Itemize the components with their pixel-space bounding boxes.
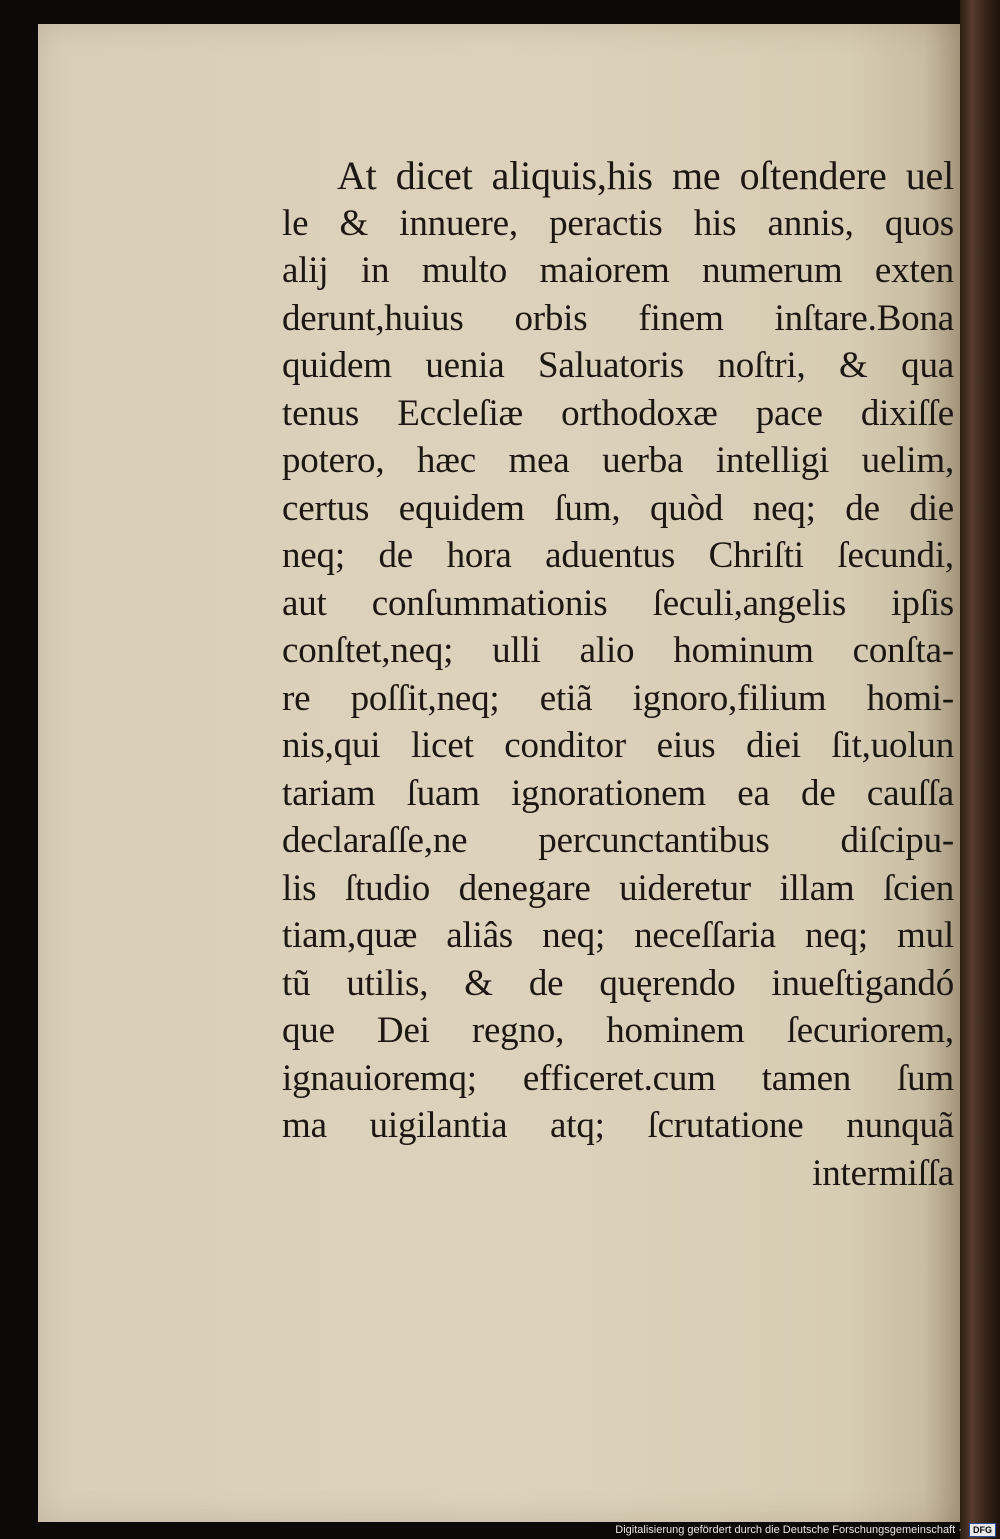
- book-spine-edge: [960, 0, 1000, 1539]
- text-line: alij in multo maiorem numerum exten: [282, 250, 954, 291]
- text-line: quidem uenia Saluatoris noſtri, & qua: [282, 345, 954, 386]
- text-line: neq; de hora aduentus Chriſti ſecundi,: [282, 535, 954, 576]
- text-line: lis ſtudio denegare uideretur illam ſcien: [282, 867, 954, 909]
- text-line: conſtet,neq; ulli alio hominum conſta-: [282, 630, 954, 671]
- text-line: le & innuere, peractis his annis, quos: [282, 202, 954, 244]
- text-line: tũ utilis, & de quęrendo inueſtigandó: [282, 962, 954, 1004]
- text-line: certus equidem ſum, quòd neq; de die: [282, 487, 954, 529]
- text-line: potero, hæc mea uerba intelligi uelim,: [282, 440, 954, 481]
- text-line: nis,qui licet conditor eius diei ſit,uolun: [282, 725, 954, 766]
- text-line: ma uigilantia atq; ſcrutatione nunquã: [282, 1105, 954, 1146]
- text-line: tiam,quæ aliâs neq; neceſſaria neq; mul: [282, 915, 954, 956]
- body-text: [282, 152, 954, 1197]
- dfg-logo-icon: DFG: [969, 1523, 996, 1537]
- text-line: ignauioremq; efficeret.cum tamen ſum: [282, 1057, 954, 1099]
- text-line: derunt,huius orbis finem inſtare.Bona: [282, 297, 954, 339]
- text-line: tariam ſuam ignorationem ea de cauſſa: [282, 772, 954, 814]
- text-line: At dicet aliquis,his me oſtendere uel: [337, 153, 954, 198]
- credit-text: Digitalisierung gefördert durch die Deutsche Forschungsgemeinschaft ·: [615, 1524, 962, 1537]
- text-line: aut conſummationis ſeculi,angelis ipſis: [282, 582, 954, 624]
- catchword: intermiſſa: [812, 1152, 954, 1194]
- text-line: tenus Eccleſiæ orthodoxæ pace dixiſſe: [282, 392, 954, 434]
- text-line: declaraſſe,ne percunctantibus diſcipu-: [282, 820, 954, 861]
- text-line: re poſſit,neq; etiã ignoro,filium homi-: [282, 677, 954, 719]
- digitization-credit: [0, 1521, 1000, 1539]
- text-line: que Dei regno, hominem ſecuriorem,: [282, 1010, 954, 1051]
